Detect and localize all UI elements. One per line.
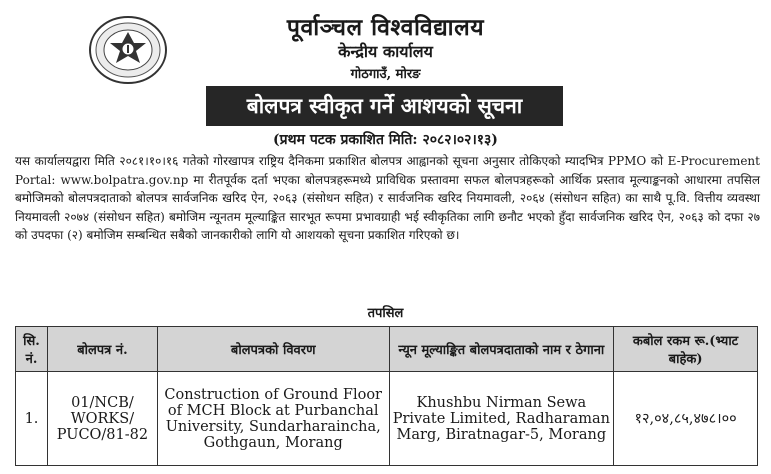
col-header-amount: कबोल रकम रू.(भ्याट बाहेक) <box>614 327 758 372</box>
cell-amount: १२,०४,८५,४७८।०० <box>614 372 758 466</box>
cell-bidder: Khushbu Nirman Sewa Private Limited, Radharaman Marg, Biratnagar-5, Morang <box>389 372 614 466</box>
notice-title: बोलपत्र स्वीकृत गर्ने आशयको सूचना <box>206 86 563 126</box>
cell-sn: 1. <box>16 372 48 466</box>
university-name: पूर्वाञ्चल विश्वविद्यालय <box>286 14 485 41</box>
notice-body: यस कार्यालयद्वारा मिति २०८१।१०।१६ गतेको गोरखापत्र राष्ट्रिय दैनिकमा प्रकाशित बोलपत्र आह्वानको सूचना अनुसार तोकिएको म्यादभित्र PPMO को E-Procurement Portal: www.bolpatra.gov.np मा रीतपूर्वक दर्ता भएका बोलपत्रहरूमध्ये प्राविधिक प्रस्तावमा सफल बोलपत्रहरूको आर्थिक प्रस्ताव मूल्याङ्कनको आधारमा तपसिल बमोजिमको बोलपत्रदाताको बोलपत्र सार्वजनिक खरिद ऐन, २०६३ (संसोधन सहित) र सार्वजनिक खरिद नियमावली, २०६४ (संसोधन सहित) का साथै पू.वि. वित्तीय व्यवस्था नियमावली २०७४ (संसोधन सहित) बमोजिम न्यूनतम मूल्याङ्कित सारभूत रूपमा प्रभावग्राही भई स्वीकृतिका लागि छनौट भएको हुँदा सार्वजनिक खरिद ऐन, २०६३ को दफा २७ को उपदफा (२) बमोजिम सम्बन्धित सबैको जानकारीको लागि यो आशयको सूचना प्रकाशित गरिएको छ। <box>15 154 760 243</box>
table-row <box>16 372 758 466</box>
table-header-row <box>16 327 758 372</box>
office-location: गोठगाउँ, मोरङ <box>350 67 421 82</box>
col-header-sn: सि. नं. <box>16 327 48 372</box>
tender-table <box>15 326 758 466</box>
col-header-bidder: न्यून मूल्याङ्कित बोलपत्रदाताको नाम र ठेगाना <box>389 327 614 372</box>
office-name: केन्द्रीय कार्यालय <box>338 42 433 61</box>
publication-date: (प्रथम पटक प्रकाशित मिति: २०८२।०२।१३) <box>273 132 498 148</box>
schedule-label: तपसिल <box>367 306 404 321</box>
cell-description: Construction of Ground Floor of MCH Block at Purbanchal University, Sundarharaincha, Gothgaun, Morang <box>157 372 389 466</box>
col-header-bid-no: बोलपत्र नं. <box>47 327 157 372</box>
col-header-description: बोलपत्रको विवरण <box>157 327 389 372</box>
cell-bid-no: 01/NCB/ WORKS/ PUCO/81-82 <box>47 372 157 466</box>
